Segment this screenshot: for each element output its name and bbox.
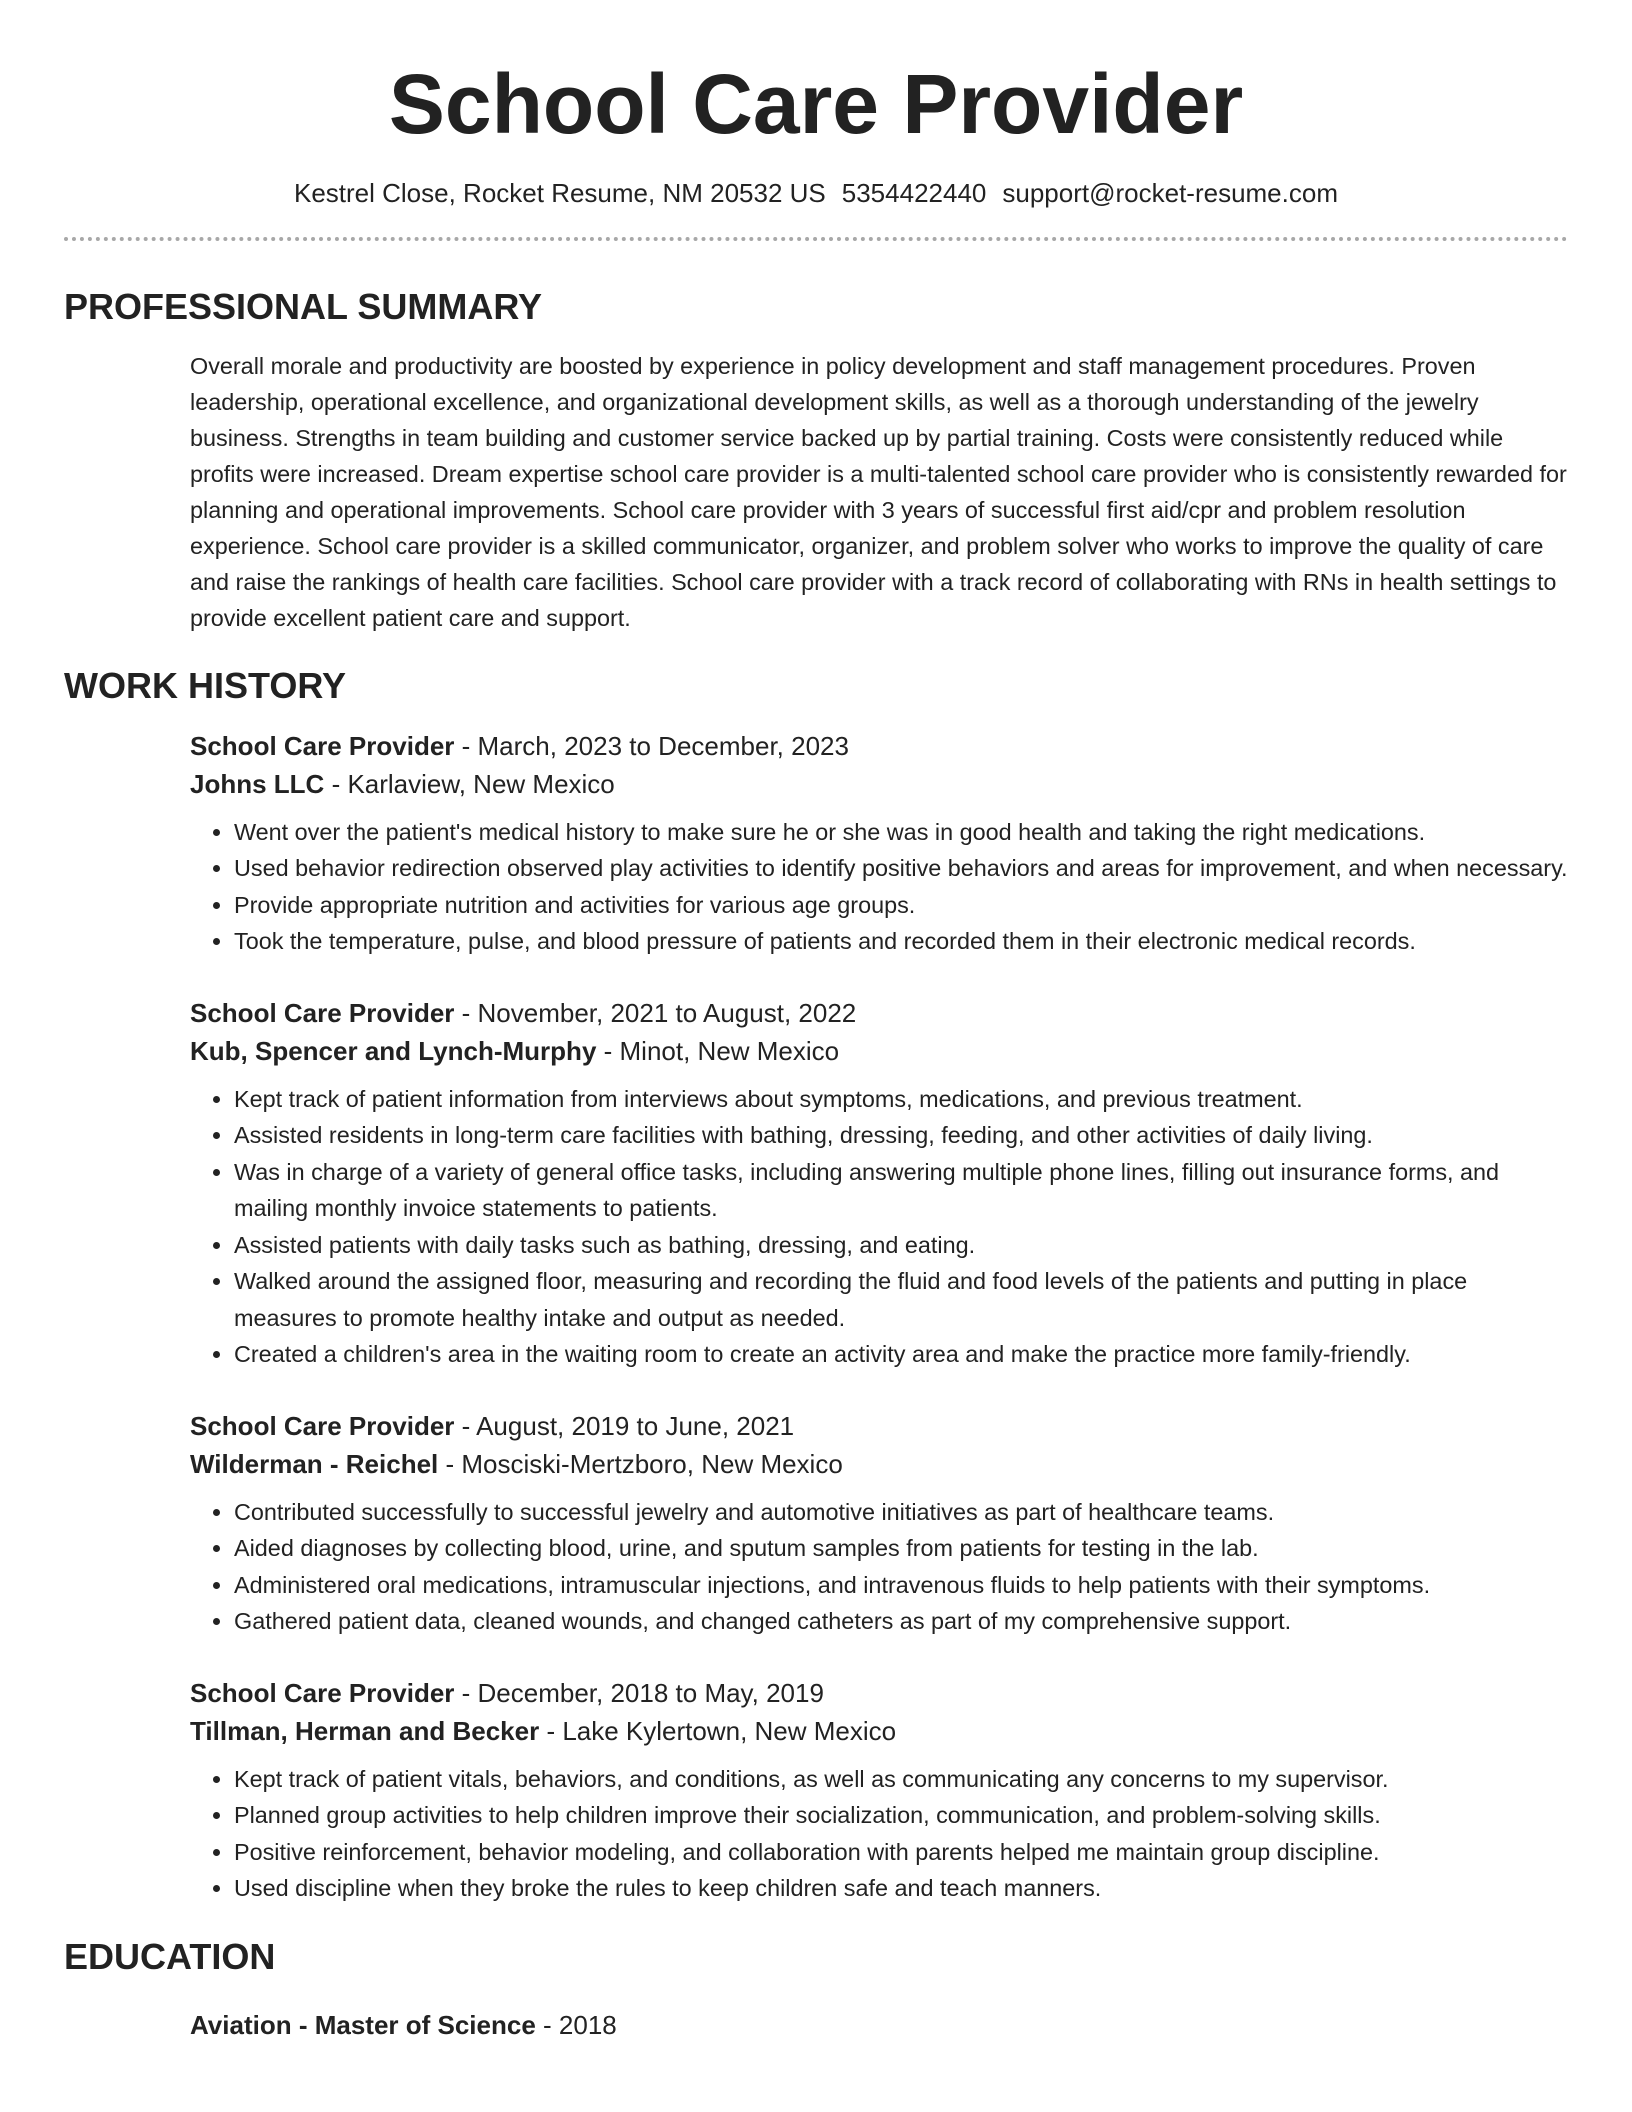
- job-dates: - March, 2023 to December, 2023: [454, 730, 849, 761]
- job-employer-line: [190, 765, 1568, 803]
- job-employer-line: [190, 1032, 1568, 1070]
- education-degree: Aviation - Master of Science: [190, 2010, 536, 2041]
- contact-address: Kestrel Close, Rocket Resume, NM 20532 US: [293, 177, 826, 208]
- job-employer-line: [190, 1712, 1568, 1750]
- education-entry: [190, 2006, 1568, 2044]
- job-location: - Mosciski-Mertzboro, New Mexico: [438, 1448, 843, 1479]
- contact-line: [64, 177, 1568, 211]
- job-duties-list: [190, 1494, 1568, 1640]
- job-title-line: [190, 1407, 1568, 1445]
- job-title: School Care Provider: [190, 1410, 455, 1441]
- summary-text: Overall morale and productivity are boosted by experience in policy development and staff management procedures. Proven leadership, operational excellence, and organizational development skills, as well as a thorough understanding of the jewelry business. Strengths in team building and customer service backed up by partial training. Costs were consistently reduced while profits were increased. Dream expertise school care provider is a multi-talented school care provider who is consistently rewarded for planning and operational improvements. School care provider with 3 years of successful first aid/cpr and problem resolution experience. School care provider is a skilled communicator, organizer, and problem solver who works to improve the quality of care and raise the rankings of health care facilities. School care provider with a track record of collaborating with RNs in health settings to provide excellent patient care and support.: [190, 352, 1567, 631]
- header-divider: [64, 237, 1568, 241]
- job-entry: [190, 727, 1568, 960]
- job-duty: • Used discipline when they broke the rules to keep children safe and teach manners.: [234, 1870, 1568, 1907]
- contact-email: support@rocket-resume.com: [1002, 177, 1338, 208]
- job-title-line: [190, 1674, 1568, 1712]
- job-duty: • Assisted residents in long-term care facilities with bathing, dressing, feeding, and other activities of daily living.: [234, 1117, 1568, 1154]
- job-dates: - December, 2018 to May, 2019: [454, 1677, 824, 1708]
- job-duty: • Positive reinforcement, behavior modeling, and collaboration with parents helped me maintain group discipline.: [234, 1834, 1568, 1871]
- job-duty: • Was in charge of a variety of general office tasks, including answering multiple phone lines, filling out insurance forms, and mailing monthly invoice statements to patients.: [234, 1154, 1568, 1227]
- job-duty: • Assisted patients with daily tasks such as bathing, dressing, and eating.: [234, 1227, 1568, 1264]
- education-year: - 2018: [535, 2010, 617, 2041]
- job-duty: • Gathered patient data, cleaned wounds, and changed catheters as part of my comprehensive support.: [234, 1603, 1568, 1640]
- resume-title: School Care Provider: [388, 57, 1244, 151]
- job-entry: [190, 1674, 1568, 1907]
- summary-heading: PROFESSIONAL SUMMARY: [64, 285, 543, 327]
- job-title: School Care Provider: [190, 1677, 455, 1708]
- job-duty: • Administered oral medications, intramuscular injections, and intravenous fluids to help patients with their symptoms.: [234, 1567, 1568, 1604]
- job-title: School Care Provider: [190, 997, 455, 1028]
- job-dates: - November, 2021 to August, 2022: [454, 997, 857, 1028]
- contact-phone: 5354422440: [841, 177, 987, 208]
- job-entry: [190, 994, 1568, 1373]
- job-entry: [190, 1407, 1568, 1640]
- job-duty: • Kept track of patient vitals, behaviors, and conditions, as well as communicating any concerns to my supervisor.: [234, 1761, 1568, 1798]
- job-employer: Tillman, Herman and Becker: [190, 1715, 540, 1746]
- education-heading: EDUCATION: [64, 1935, 276, 1977]
- job-title-line: [190, 727, 1568, 765]
- job-employer: Kub, Spencer and Lynch-Murphy: [190, 1035, 597, 1066]
- job-location: - Lake Kylertown, New Mexico: [539, 1715, 897, 1746]
- job-duty: • Created a children's area in the waiting room to create an activity area and make the practice more family-friendly.: [234, 1336, 1568, 1373]
- job-duty: • Aided diagnoses by collecting blood, urine, and sputum samples from patients for testing in the lab.: [234, 1530, 1568, 1567]
- job-employer: Wilderman - Reichel: [190, 1448, 439, 1479]
- job-employer-line: [190, 1445, 1568, 1483]
- job-employer: Johns LLC: [190, 768, 325, 799]
- job-duties-list: [190, 814, 1568, 960]
- job-duty: • Planned group activities to help children improve their socialization, communication, and problem-solving skills.: [234, 1797, 1568, 1834]
- job-duty: • Walked around the assigned floor, measuring and recording the fluid and food levels of the patients and putting in place measures to promote healthy intake and output as needed.: [234, 1263, 1568, 1336]
- job-location: - Minot, New Mexico: [596, 1035, 840, 1066]
- job-duty: • Contributed successfully to successful jewelry and automotive initiatives as part of healthcare teams.: [234, 1494, 1568, 1531]
- job-duty: • Took the temperature, pulse, and blood pressure of patients and recorded them in their electronic medical records.: [234, 923, 1568, 960]
- job-duty: • Kept track of patient information from interviews about symptoms, medications, and previous treatment.: [234, 1081, 1568, 1118]
- job-duties-list: [190, 1761, 1568, 1907]
- job-location: - Karlaview, New Mexico: [324, 768, 615, 799]
- job-dates: - August, 2019 to June, 2021: [454, 1410, 795, 1441]
- job-duty: • Went over the patient's medical history to make sure he or she was in good health and taking the right medications.: [234, 814, 1568, 851]
- job-duty: • Used behavior redirection observed play activities to identify positive behaviors and areas for improvement, and when necessary.: [234, 850, 1568, 887]
- job-duties-list: [190, 1081, 1568, 1373]
- job-duty: • Provide appropriate nutrition and activities for various age groups.: [234, 887, 1568, 924]
- work-history-heading: WORK HISTORY: [64, 664, 347, 706]
- job-title-line: [190, 994, 1568, 1032]
- job-title: School Care Provider: [190, 730, 455, 761]
